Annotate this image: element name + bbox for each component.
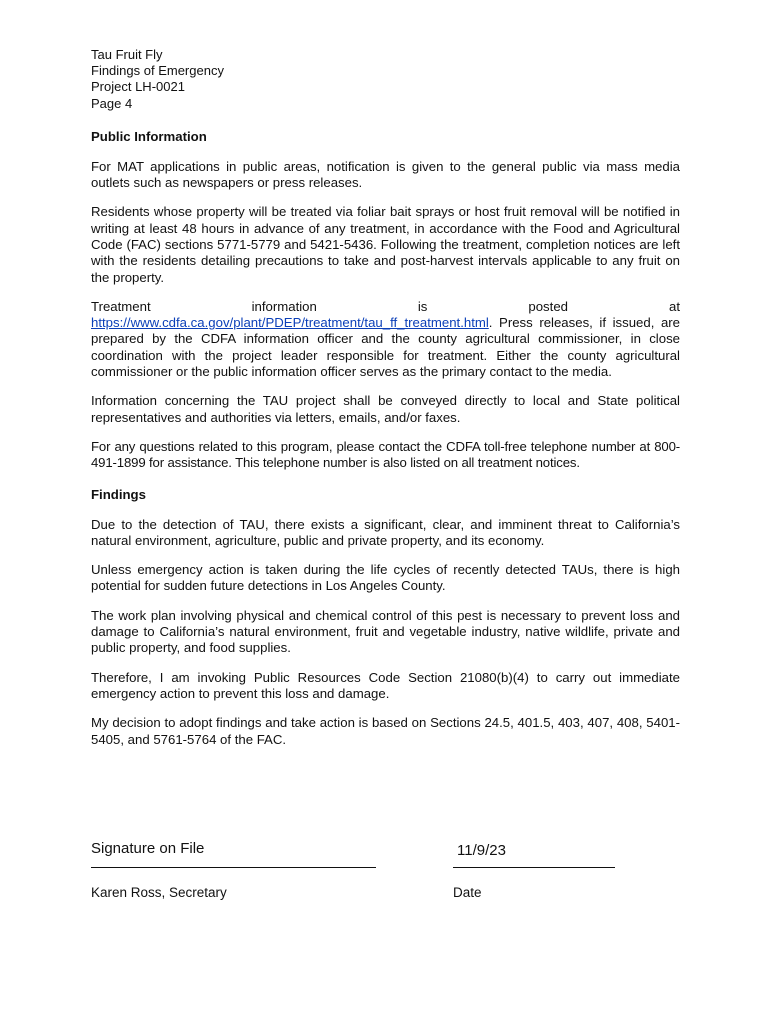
document-header — [91, 47, 680, 112]
signature-on-file: Signature on File — [91, 840, 205, 857]
date-line — [453, 867, 615, 868]
findings-paragraph-3: The work plan involving physical and chemical control of this pest is necessary to prevent loss and damage to California’s natural environment, fruit and vegetable industry, native wildlife, private and public property, and food supplies. — [91, 607, 680, 656]
treatment-info-prefix: Treatment information is posted at — [91, 298, 680, 314]
public-information-heading: Public Information — [91, 128, 207, 144]
public-info-paragraph-5: For any questions related to this program, please contact the CDFA toll-free telephone number at 800-491-1899 for assistance. This telephone number is also listed on all treatment notices. — [91, 438, 680, 471]
date-label: Date — [453, 885, 482, 900]
findings-paragraph-2: Unless emergency action is taken during the life cycles of recently detected TAUs, there is high potential for sudden future detections in Los Angeles County. — [91, 562, 680, 594]
treatment-info-suffix: . Press releases, if issued, are prepared by the CDFA information officer and the county agricultural commissioner, in close coordination with the project leader responsible for treatment. Either the county agricultural commissioner or the public information officer serves as the primary contact to the media. — [91, 315, 680, 380]
signature-block — [91, 838, 691, 918]
signature-line — [91, 867, 376, 868]
public-info-paragraph-4: Information concerning the TAU project shall be conveyed directly to local and State political representatives and authorities via letters, emails, and/or faxes. — [91, 393, 680, 425]
findings-heading: Findings — [91, 486, 146, 502]
header-title: Tau Fruit Fly — [91, 47, 163, 62]
header-project: Project LH-0021 — [91, 79, 185, 95]
header-page-number: Page 4 — [91, 95, 133, 111]
findings-paragraph-1: Due to the detection of TAU, there exists a significant, clear, and imminent threat to California’s natural environment, agriculture, public and private property, and its economy. — [91, 516, 680, 548]
treatment-info-link[interactable]: https://www.cdfa.ca.gov/plant/PDEP/treatment/tau_ff_treatment.html — [91, 315, 489, 331]
header-subtitle: Findings of Emergency — [91, 63, 224, 79]
findings-paragraph-4: Therefore, I am invoking Public Resources Code Section 21080(b)(4) to carry out immediate emergency action to prevent this loss and damage. — [91, 669, 680, 701]
document-page — [91, 47, 680, 748]
signature-date-value: 11/9/23 — [457, 842, 506, 859]
signer-name-title: Karen Ross, Secretary — [91, 885, 227, 900]
findings-paragraph-5: My decision to adopt findings and take action is based on Sections 24.5, 401.5, 403, 407, 408, 5401-5405, and 5761-5764 of the FAC. — [91, 715, 680, 747]
public-info-paragraph-2: Residents whose property will be treated via foliar bait sprays or host fruit removal will be notified in writing at least 48 hours in advance of any treatment, in accordance with the Food and Agricultural Code (FAC) sections 5771-5779 and 5421-5436. Following the treatment, completion notices are left with the residents detailing precautions to take and post-harvest intervals applicable to any fruit on the property. — [91, 204, 680, 285]
public-info-paragraph-3 — [91, 299, 680, 380]
public-info-paragraph-1: For MAT applications in public areas, notification is given to the general public via mass media outlets such as newspapers or press releases. — [91, 158, 680, 191]
